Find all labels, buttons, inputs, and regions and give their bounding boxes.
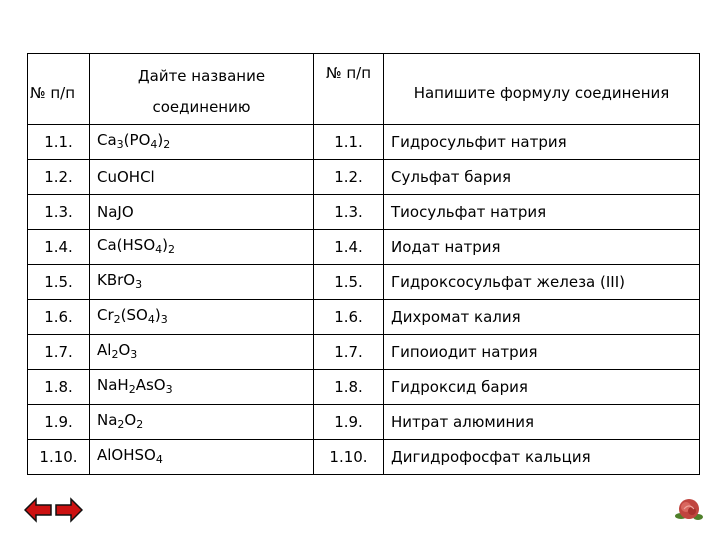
table-row (28, 440, 700, 475)
header-num-right (314, 54, 384, 125)
compound-name-cell: Гидроксосульфат железа (III) (384, 265, 700, 300)
formula-text: (SO (120, 305, 148, 324)
compounds-table (27, 53, 700, 475)
formula-subscript: 3 (116, 137, 124, 151)
formula-text: Ca (97, 130, 117, 149)
formula-subscript: 2 (163, 137, 171, 151)
formula-cell (90, 300, 314, 335)
row-number-right: 1.4. (314, 230, 384, 265)
formula-text: KBrO (97, 270, 136, 289)
rose-flower-icon (674, 496, 704, 528)
formula-text: Cr (97, 305, 114, 324)
row-number-right: 1.2. (314, 160, 384, 195)
row-number-right: 1.3. (314, 195, 384, 230)
row-number-right: 1.7. (314, 335, 384, 370)
compound-name-cell: Гидроксид бария (384, 370, 700, 405)
header-task-left-line2: соединению (152, 98, 251, 116)
formula-subscript: 2 (111, 347, 119, 361)
header-num-right-text: № п/п (325, 64, 372, 82)
arrow-left-icon (24, 496, 52, 524)
formula-subscript: 3 (160, 312, 168, 326)
header-task-left (90, 54, 314, 125)
header-num-left-text: № п/п (30, 84, 76, 102)
formula-subscript: 3 (135, 277, 143, 291)
header-num-left (28, 54, 90, 125)
formula-text: AlOHSO (97, 445, 156, 464)
formula-subscript: 3 (130, 347, 138, 361)
compound-name-cell: Дихромат калия (384, 300, 700, 335)
row-number-left: 1.4. (28, 230, 90, 265)
row-number-right: 1.5. (314, 265, 384, 300)
row-number-left: 1.8. (28, 370, 90, 405)
table-row (28, 370, 700, 405)
formula-text: CuOHCl (97, 167, 155, 186)
table-row (28, 405, 700, 440)
formula-text: (PO (123, 130, 151, 149)
formula-cell (90, 160, 314, 195)
table-row (28, 125, 700, 160)
compound-name-cell: Гипоиодит натрия (384, 335, 700, 370)
compound-name-cell: Тиосульфат натрия (384, 195, 700, 230)
row-number-right: 1.8. (314, 370, 384, 405)
table-row (28, 160, 700, 195)
row-number-right: 1.9. (314, 405, 384, 440)
row-number-left: 1.3. (28, 195, 90, 230)
compound-name-cell: Сульфат бария (384, 160, 700, 195)
formula-text: NaH (97, 375, 129, 394)
formula-text: Ca(HSO (97, 235, 156, 254)
formula-subscript: 2 (113, 312, 121, 326)
table-row (28, 300, 700, 335)
row-number-left: 1.6. (28, 300, 90, 335)
formula-subscript: 4 (155, 452, 163, 466)
formula-subscript: 4 (150, 137, 158, 151)
forward-button[interactable] (55, 496, 83, 528)
formula-cell (90, 125, 314, 160)
formula-cell (90, 335, 314, 370)
formula-text: Na (97, 410, 118, 429)
row-number-right: 1.1. (314, 125, 384, 160)
formula-text: AsO (135, 375, 166, 394)
row-number-left: 1.7. (28, 335, 90, 370)
header-task-left-line1: Дайте название (137, 67, 266, 85)
table-row (28, 195, 700, 230)
row-number-right: 1.10. (314, 440, 384, 475)
table-row (28, 335, 700, 370)
compound-name-cell: Гидросульфит натрия (384, 125, 700, 160)
table-row (28, 230, 700, 265)
row-number-right: 1.6. (314, 300, 384, 335)
formula-subscript: 2 (128, 382, 136, 396)
header-task-right-text: Напишите формулу соединения (413, 84, 670, 102)
formula-cell (90, 440, 314, 475)
formula-subscript: 2 (117, 417, 125, 431)
formula-cell (90, 265, 314, 300)
formula-subscript: 2 (136, 417, 144, 431)
compound-name-cell: Нитрат алюминия (384, 405, 700, 440)
header-task-right (384, 54, 700, 125)
formula-cell (90, 405, 314, 440)
formula-text: O (118, 340, 131, 359)
row-number-left: 1.1. (28, 125, 90, 160)
formula-text: NaJO (97, 202, 134, 221)
row-number-left: 1.10. (28, 440, 90, 475)
back-button[interactable] (24, 496, 52, 528)
formula-text: Al (97, 340, 112, 359)
formula-subscript: 2 (167, 242, 175, 256)
formula-text: ) (162, 235, 168, 254)
header-row (28, 54, 700, 125)
formula-subscript: 3 (165, 382, 173, 396)
formula-subscript: 4 (147, 312, 155, 326)
formula-cell (90, 230, 314, 265)
formula-text: ) (157, 130, 164, 149)
compound-name-cell: Иодат натрия (384, 230, 700, 265)
compound-name-cell: Дигидрофосфат кальция (384, 440, 700, 475)
formula-text: ) (154, 305, 161, 324)
row-number-left: 1.2. (28, 160, 90, 195)
row-number-left: 1.9. (28, 405, 90, 440)
arrow-right-icon (55, 496, 83, 524)
formula-cell (90, 195, 314, 230)
formula-text: O (124, 410, 137, 429)
formula-cell (90, 370, 314, 405)
row-number-left: 1.5. (28, 265, 90, 300)
formula-subscript: 4 (155, 242, 163, 256)
table-row (28, 265, 700, 300)
